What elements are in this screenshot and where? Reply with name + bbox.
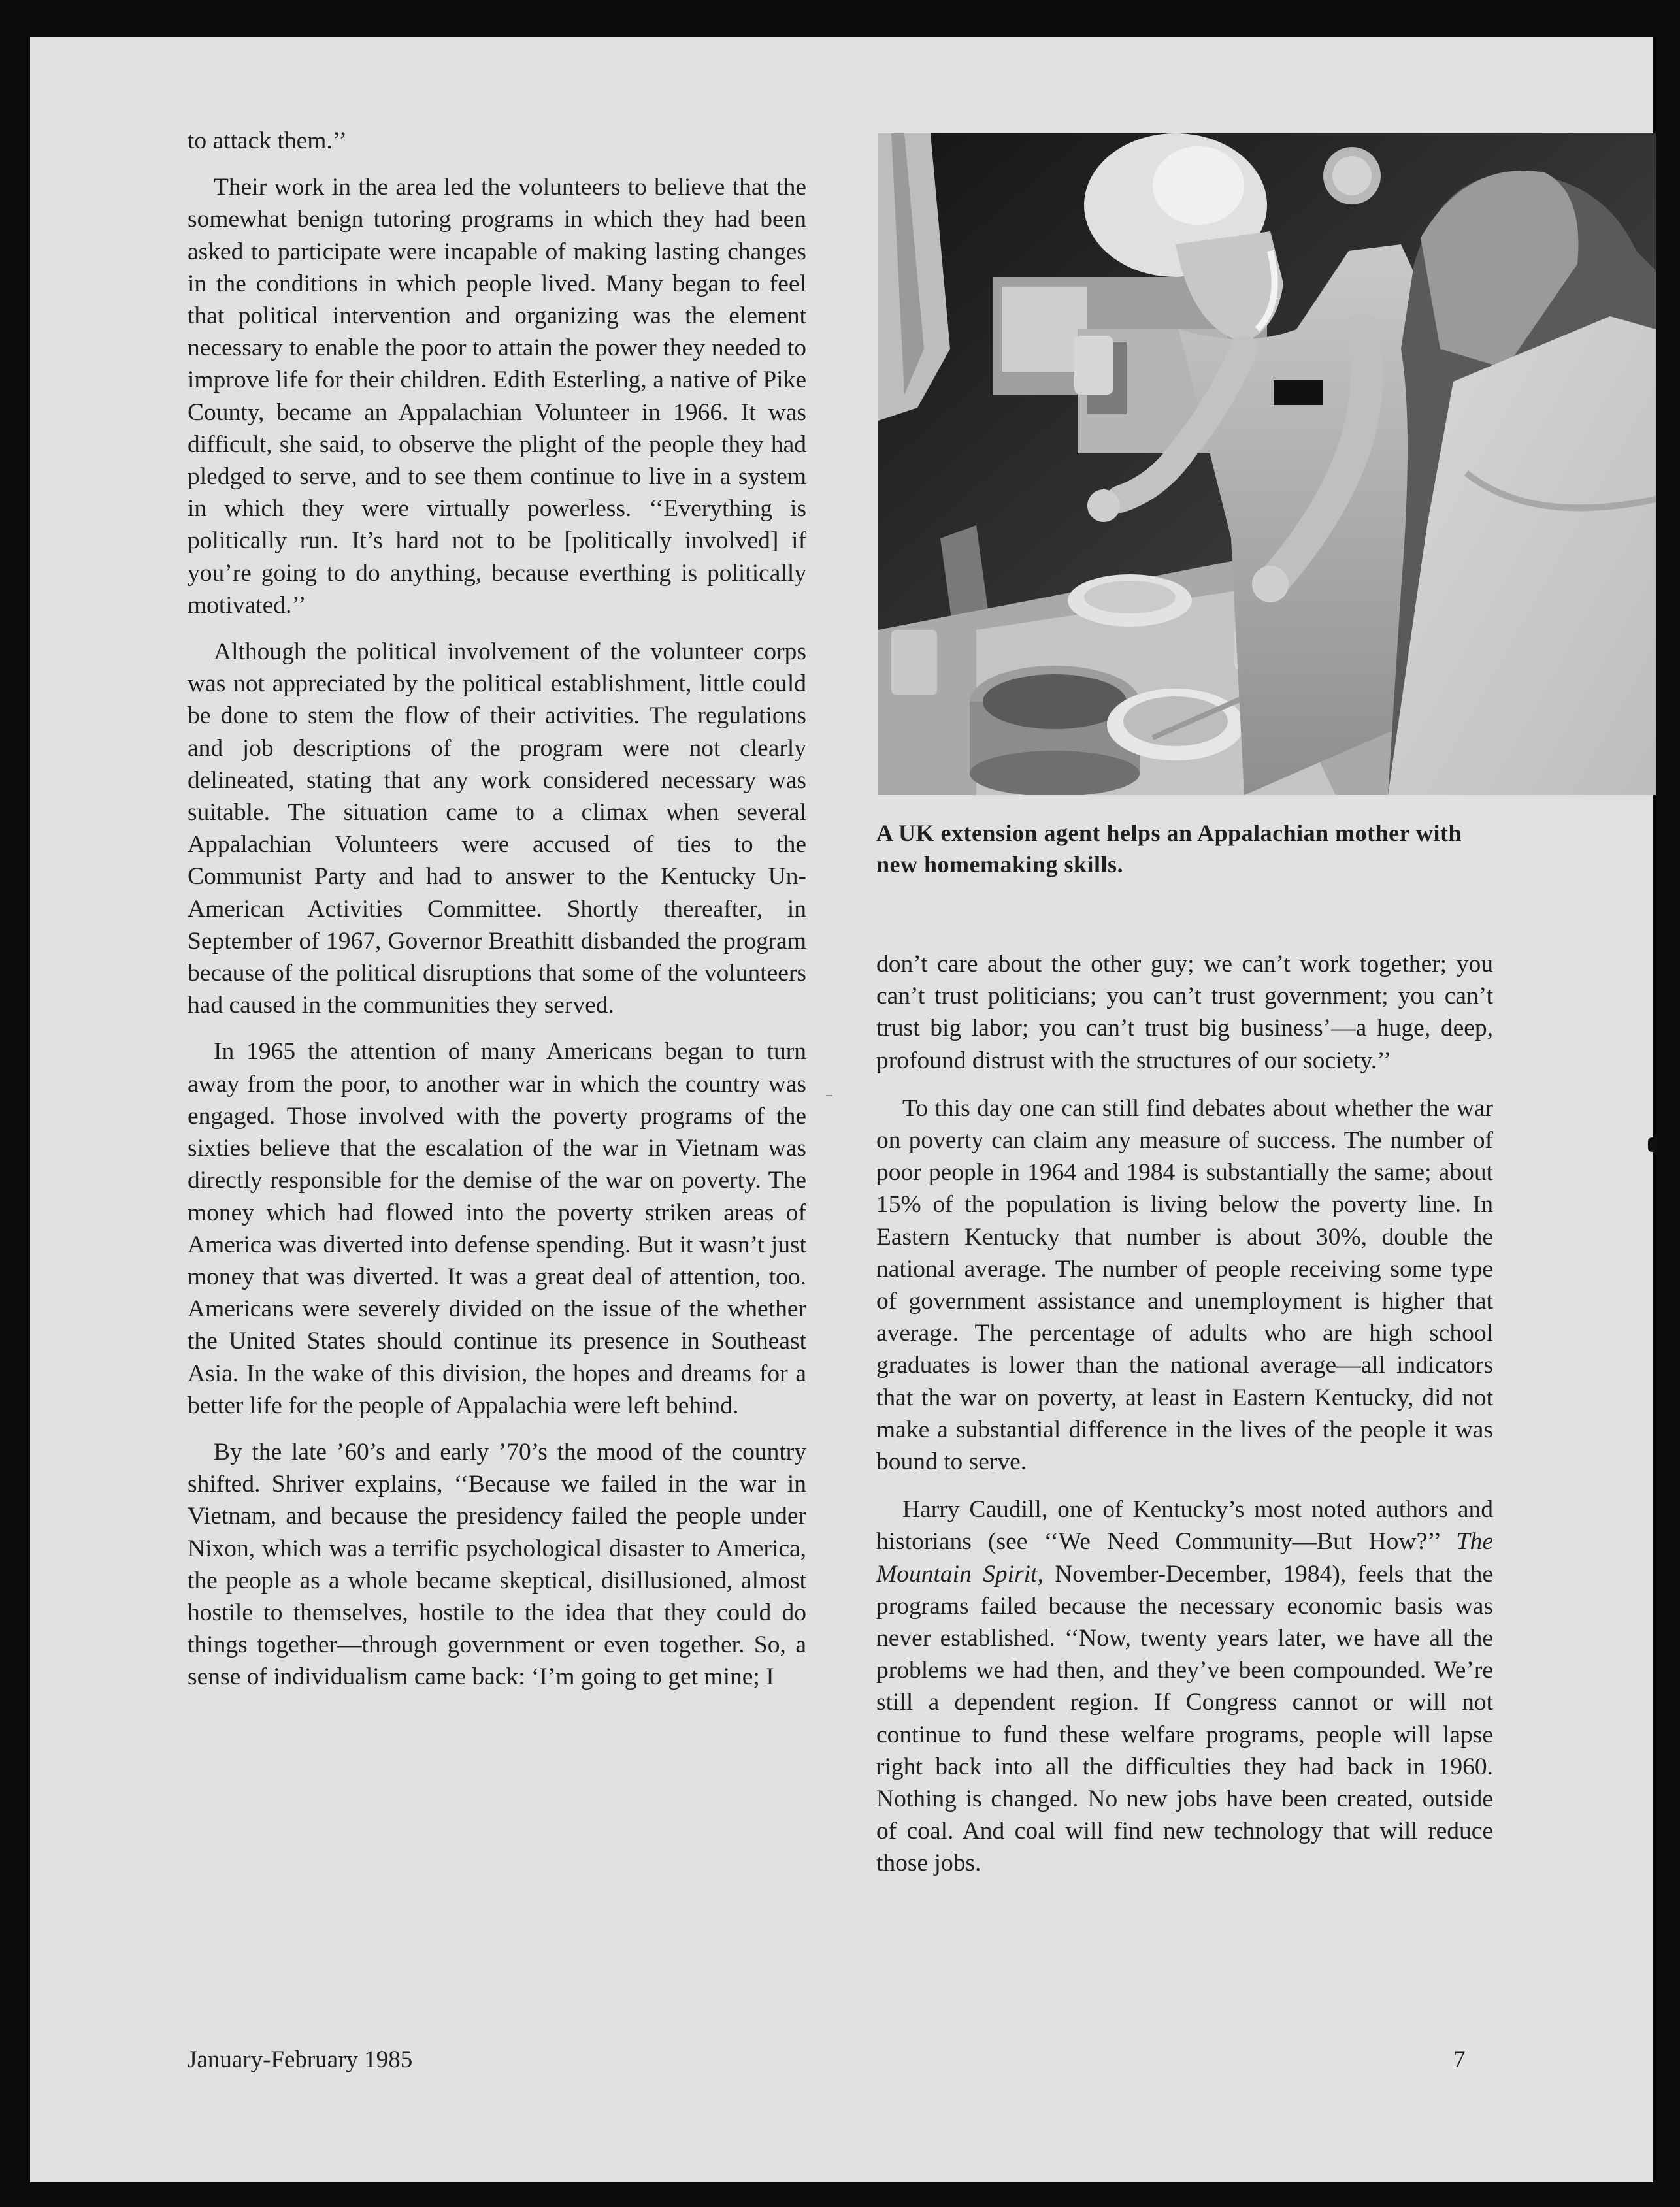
- paragraph: Although the political involvement of the volunteer corps was not appreciated by the political establishment, little could be done to stem the flow of their activities. The regulations and job descriptions of the program were not clearly delineated, stating that any work considered necessary was suitable. The situation came to a climax when several Appalachian Volunteers were accused of ties to the Communist Party and had to answer to the Kentucky Un-American Activities Committee. Shortly thereafter, in September of 1967, Governor Breathitt disbanded the program because of the political disruptions that some of the volunteers had caused in the communities they served.: [188, 638, 806, 1019]
- article-photo: [878, 133, 1656, 795]
- margin-tick: [826, 1095, 832, 1096]
- publication-title: The Mountain Spirit,: [876, 1528, 1493, 1588]
- paragraph-text: November-December, 1984), feels that the programs failed because the necessary economic basis was never established. ‘‘Now, twenty years later, we have all the problems we had then, and they’ve been compounded. We’re still a dependent region. If Congress cannot or will not continue to fund these welfare programs, people will lapse right back into all the difficulties they had back in 1960. Nothing is changed. No new jobs have been created, outside of coal. And coal will find new technology that will reduce those jobs.: [876, 1560, 1493, 1877]
- paragraph: Their work in the area led the volunteers to believe that the somewhat benign tutoring programs in which they had been asked to participate were incapable of making lasting changes in the conditions in which people lived. Many began to feel that political intervention and organizing was the element necessary to enable the poor to attain the power they needed to improve life for their children. Edith Esterling, a native of Pike County, became an Appalachian Volunteer in 1966. It was difficult, she said, to observe the plight of the people they had pledged to serve, and to see them continue to live in a system in which they were virtually powerless. ‘‘Everything is politically run. It’s hard not to be [politically involved] if you’re going to do anything, because everthing is politically motivated.’’: [188, 174, 806, 619]
- left-column: [188, 125, 806, 1708]
- magazine-page: [30, 37, 1653, 2182]
- right-column: [876, 948, 1493, 1895]
- paragraph: to attack them.’’: [188, 127, 347, 154]
- paragraph-text: Harry Caudill, one of Kentucky’s most noted authors and historians (see ‘‘We Need Community—But How?’’: [876, 1496, 1493, 1556]
- paragraph: [876, 1494, 1493, 1879]
- paragraph: By the late ’60’s and early ’70’s the mood of the country shifted. Shriver explains, ‘‘Because we failed in the war in Vietnam, and because the presidency failed the people under Nixon, which was a terrific psychological disaster to America, the people as a whole became skeptical, disillusioned, almost hostile to themselves, hostile to the idea that they could do things together—through government or even together. So, a sense of individualism came back: ‘I’m going to get mine; I: [188, 1438, 806, 1691]
- paragraph: To this day one can still find debates about whether the war on poverty can claim any measure of success. The number of poor people in 1964 and 1984 is substantially the same; about 15% of the population is living below the poverty line. In Eastern Kentucky that number is about 30%, double the national average. The number of people receiving some type of government assistance and unemployment is higher that average. The percentage of adults who are high school graduates is lower than the national average—all indicators that the war on poverty, at least in Eastern Kentucky, did not make a substantial difference in the lives of the people it was bound to serve.: [876, 1094, 1493, 1476]
- binding-mark: [1648, 1137, 1657, 1152]
- paragraph: don’t care about the other guy; we can’t work together; you can’t trust politicians; you can’t trust government; you can’t trust big labor; you can’t trust big business’—a huge, deep, profound distrust with the structures of our society.’’: [876, 951, 1493, 1074]
- issue-date: January-February 1985: [188, 2046, 413, 2073]
- page-number: 7: [1453, 2046, 1466, 2073]
- paragraph: In 1965 the attention of many Americans began to turn away from the poor, to another war in which the country was engaged. Those involved with the poverty programs of the sixties believe that the escalation of the war in Vietnam was directly responsible for the demise of the war on poverty. The money which had flowed into the poverty striken areas of America was diverted into defense spending. But it wasn’t just money that was diverted. It was a great deal of attention, too. Americans were severely divided on the issue of the whether the United States should continue its presence in Southeast Asia. In the wake of this division, the hopes and dreams for a better life for the people of Appalachia were left behind.: [188, 1038, 806, 1419]
- photo-caption: A UK extension agent helps an Appalachian mother with new homemaking skills.: [876, 820, 1462, 877]
